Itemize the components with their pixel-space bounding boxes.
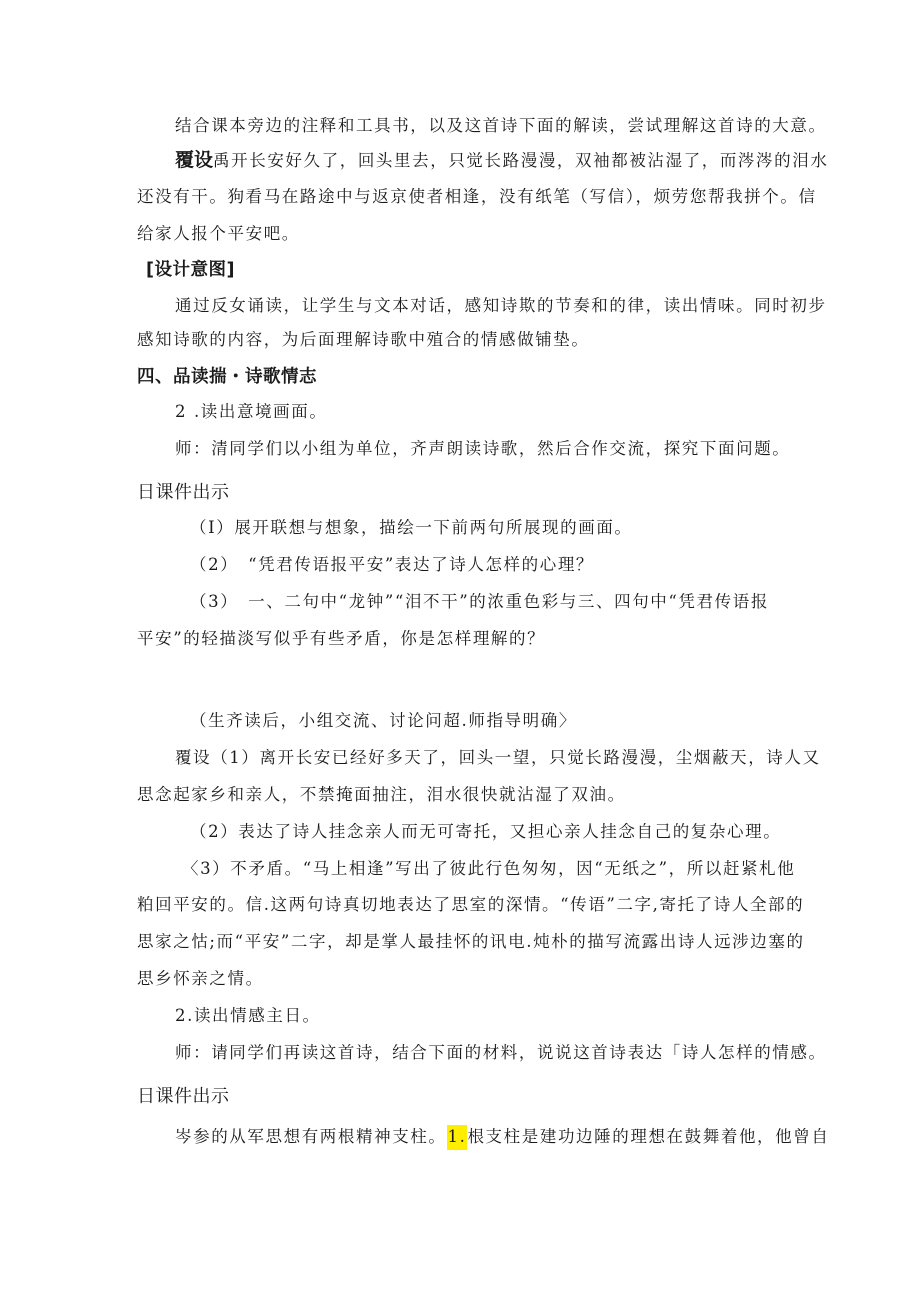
discussion-note: （生齐读后，小组交流、讨论问超.师指导明确〉 <box>190 711 577 730</box>
item-read-emotion: 2.读出情感主日。 <box>175 1006 321 1025</box>
answer-1-line-1: 覆设（1）离开长安已经好多天了，回头一望，只觉长路漫漫，尘烟蔽天，诗人又 <box>175 748 821 767</box>
final-paragraph-text-b: 根支柱是建功边陲的理想在鼓舞着他，他曾自 <box>467 1127 830 1146</box>
teacher-instruction-2: 师：请同学们再读这首诗，结合下面的材料，说说这首诗表达「诗人怎样的情感。 <box>175 1043 827 1062</box>
answer-3-line-2: 粕回平安的。信.这两句诗真切地表达了思室的深情。“传语”二字,寄托了诗人全部的 <box>137 895 805 914</box>
final-paragraph-line <box>175 1127 829 1147</box>
question-3-line-1: （3） 一、二句中“龙钟”“泪不干”的浓重色彩与三、四句中“凭君传语报 <box>190 592 769 611</box>
translation-lead-label: 覆设 <box>175 149 214 171</box>
paragraph-design-line-2: 感知诗歌的内容，为后面理解诗歌中殖合的情感做铺垫。 <box>137 330 590 349</box>
question-3-line-2: 平安”的轻描淡写似乎有些矛盾，你是怎样理解的？ <box>137 629 546 648</box>
final-paragraph-text-a: 岑参的从军思想有两根精神支柱。 <box>175 1127 447 1146</box>
paragraph-design-line-1: 通过反女诵读，让学生与文本对话，感知诗欺的节奏和的律，读出情味。同时初步 <box>175 296 827 315</box>
question-1: （I）展开联想与想象，描绘一下前两句所展现的画面。 <box>190 518 633 537</box>
answer-3-line-1: 〈3）不矛盾。“马上相逢”写出了彼此行色匆匆，因“无纸之”，所以赶紧札他 <box>182 859 796 878</box>
design-intent-heading: [设计意图] <box>146 260 235 280</box>
item-read-imagery: 2 .读出意境画面。 <box>175 402 328 421</box>
highlighted-number: 1. <box>447 1125 468 1150</box>
paragraph-instruction: 结合课本旁边的注释和工具书，以及这首诗下面的解读，尝试理解这首诗的大意。 <box>175 116 827 135</box>
answer-2: （2）表达了诗人挂念亲人而无可寄托，又担心亲人挂念自己的复杂心理。 <box>190 822 782 841</box>
paragraph-translation-line-3: 给家人报个平安吧。 <box>137 224 300 243</box>
courseware-heading-1: 日课件出示 <box>137 482 230 503</box>
paragraph-translation-line-2: 还没有干。狗看马在路途中与返京使者相逢，没有纸笔（写信），烦劳您帮我拼个。信 <box>137 187 817 206</box>
answer-3-line-4: 思乡怀亲之情。 <box>137 969 264 988</box>
section-four-heading: 四、品读揣・诗歌情志 <box>137 367 317 387</box>
answer-3-line-3: 思家之怙;而“平安”二字，却是掌人最挂怀的讯电.炖朴的描写流露出诗人远涉边塞的 <box>137 932 805 951</box>
paragraph-translation-line-1 <box>175 150 828 171</box>
translation-line-1-text: 禹开长安好久了，回头里去，只觉长路漫漫，双袖都被沾湿了，而涔涔的泪水 <box>213 151 829 170</box>
teacher-instruction-1: 师：清同学们以小组为单位，齐声朗读诗歌，然后合作交流，探究下面问题。 <box>175 439 791 458</box>
courseware-heading-2: 日课件出示 <box>137 1086 230 1107</box>
answer-1-line-2: 思念起家乡和亲人，不禁掩面抽注，泪水很快就沾湿了双油。 <box>137 785 626 804</box>
question-2: （2） “凭君传语报平安”表达了诗人怎样的心理？ <box>190 555 595 574</box>
